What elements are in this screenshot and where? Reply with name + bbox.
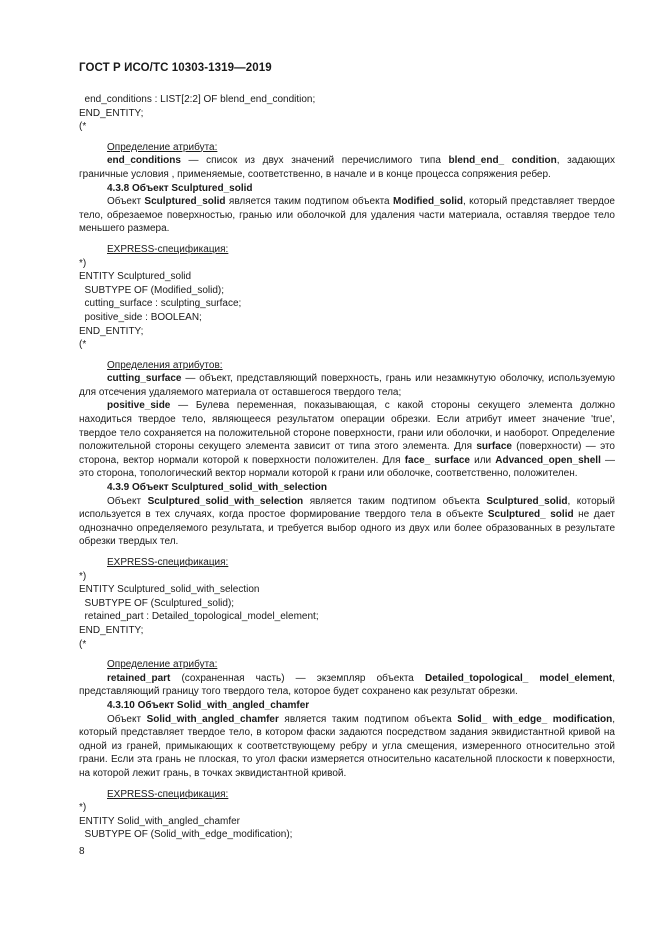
- text-run: (поверхности) — это сторона, вектор нормали которой к поверхности положителен. Для: [79, 441, 615, 466]
- text-run: — Булева переменная, показывающая, с какой стороны секущего элемента должно находиться твердое тело, являющееся результатом операции обрезки. Если атрибут имеет значение 'true', твердое тело сохраняется на положительной стороне поверхности, грани или оболочки, и наоборот. Определение положительной стороны секущего элемента зависит от типа этого элемента. Для: [79, 400, 615, 453]
- text-run: является таким подтипом объекта: [225, 196, 393, 208]
- code-line: (*: [79, 339, 87, 351]
- paragraph-end-conditions: [79, 154, 615, 181]
- text-run: является таким подтипом объекта: [278, 713, 458, 725]
- paragraph-cutting-surface: [79, 372, 615, 399]
- bold-term: Detailed_topological_ model_element: [424, 672, 613, 684]
- section-heading-4-3-9: 4.3.9 Объект Sculptured_solid_with_selection: [107, 482, 327, 494]
- bold-term: Solid_with_angled_chamfer: [146, 713, 279, 725]
- bold-term: Modified_solid: [392, 196, 463, 208]
- code-line: end_conditions : LIST[2:2] OF blend_end_condition;: [79, 94, 316, 105]
- text-run: или: [469, 454, 496, 466]
- text-run: — список из двух значений перечислимого типа: [180, 155, 449, 167]
- bold-term: Advanced_open_shell: [495, 454, 601, 466]
- express-spec-label: EXPRESS-спецификация:: [107, 557, 229, 568]
- code-line: *): [79, 570, 87, 582]
- code-line: (*: [79, 638, 87, 650]
- code-line: *): [79, 802, 87, 814]
- text-run: Объект: [107, 495, 148, 507]
- code-line: END_ENTITY;: [79, 325, 144, 337]
- bold-term: end_conditions: [107, 155, 181, 167]
- bold-term: Sculptured_ solid: [487, 509, 574, 521]
- text-run: Объект: [107, 713, 147, 725]
- code-line: SUBTYPE OF (Sculptured_solid);: [79, 597, 235, 609]
- text-run: Объект: [107, 196, 145, 208]
- code-line: cutting_surface : sculpting_surface;: [79, 298, 242, 310]
- code-line: END_ENTITY;: [79, 107, 144, 119]
- bold-term: blend_end_ condition: [448, 155, 557, 167]
- bold-term: Sculptured_solid: [486, 495, 568, 507]
- bold-term: Solid_ with_edge_ modification: [457, 713, 613, 725]
- bold-term: Sculptured_solid: [144, 196, 226, 208]
- attribute-definition-label: Определение атрибута:: [107, 659, 218, 671]
- paragraph-retained-part: [79, 672, 615, 699]
- bold-term: face_ surface: [404, 454, 470, 466]
- page-number: 8: [79, 846, 85, 857]
- code-line: retained_part : Detailed_topological_model_element;: [79, 611, 319, 623]
- paragraph-solid-with-angled-chamfer: [79, 713, 615, 781]
- code-line: END_ENTITY;: [79, 624, 144, 636]
- text-run: , который представляет твердое тело, в котором фаски задаются посредством задания эквидистантной кривой на одной из граней, примыкающих к соответствующему ребру и угла смещения, измеренного относительно этой грани. Если эта грань не плоская, то угол фаски измеряется относительно касательной плоскости к поверхности, на которой лежит грань, в точках эквидистантной кривой.: [79, 713, 615, 779]
- paragraph-sculptured-solid: [79, 195, 615, 236]
- express-spec-label: EXPRESS-спецификация:: [107, 243, 229, 255]
- text-run: , задающих граничные условия , применяемые, соответственно, в начале и в конце процесса сопряжения ребер.: [79, 155, 615, 180]
- code-line: SUBTYPE OF (Solid_with_edge_modification);: [79, 829, 293, 841]
- text-run: является таким подтипом объекта: [303, 495, 487, 507]
- bold-term: surface: [476, 441, 512, 453]
- text-run: не дает однозначно определяемого результата, и требуется выбор одного из двух или более образованных в результате обрезки твердых тел.: [79, 509, 615, 548]
- section-heading-4-3-10: 4.3.10 Объект Solid_with_angled_chamfer: [107, 699, 310, 711]
- text-run: , представляющий границу того твердого тела, которое будет сохранено как результат обрезки.: [79, 672, 616, 698]
- text-run: , который представляет твердое тело, обрезаемое поверхностью, гранью или оболочкой для удаления части материала, оставляя твердое тело меньшего размера.: [79, 196, 615, 235]
- paragraph-sculptured-solid-with-selection: [79, 495, 615, 549]
- text-run: , который используется в тех случаях, когда простое формирование твердого тела в объекте: [79, 495, 616, 521]
- attribute-definition-label: Определение атрибута:: [107, 141, 218, 153]
- express-spec-label: EXPRESS-спецификация:: [107, 788, 229, 800]
- code-line: positive_side : BOOLEAN;: [79, 311, 202, 323]
- page-body: [79, 93, 615, 842]
- code-line: *): [79, 257, 87, 269]
- code-line: ENTITY Sculptured_solid: [79, 271, 192, 283]
- text-run: — объект, представляющий поверхность, грань или незамкнутую оболочку, используемую для отсечения удаляемого материала от оставшегося твердого тела;: [79, 373, 615, 398]
- bold-term: positive_side: [107, 400, 171, 412]
- code-line: SUBTYPE OF (Modified_solid);: [79, 284, 225, 296]
- section-heading-4-3-8: 4.3.8 Объект Sculptured_solid: [107, 182, 253, 194]
- document-header: ГОСТ Р ИСО/ТС 10303-1319—2019: [79, 62, 272, 74]
- bold-term: cutting_surface: [107, 373, 182, 385]
- code-line: (*: [79, 121, 87, 133]
- text-run: — это сторона, топологический вектор нормали которой к грани или оболочке, соответственно, положителен.: [79, 454, 615, 480]
- code-line: ENTITY Solid_with_angled_chamfer: [79, 815, 241, 827]
- code-line: ENTITY Sculptured_solid_with_selection: [79, 584, 260, 596]
- text-run: (сохраненная часть) — экземпляр объекта: [170, 672, 425, 684]
- bold-term: Sculptured_solid_with_selection: [147, 495, 304, 507]
- bold-term: retained_part: [107, 672, 171, 684]
- paragraph-positive-side: [79, 399, 615, 481]
- attribute-definitions-label: Определения атрибутов:: [107, 359, 223, 371]
